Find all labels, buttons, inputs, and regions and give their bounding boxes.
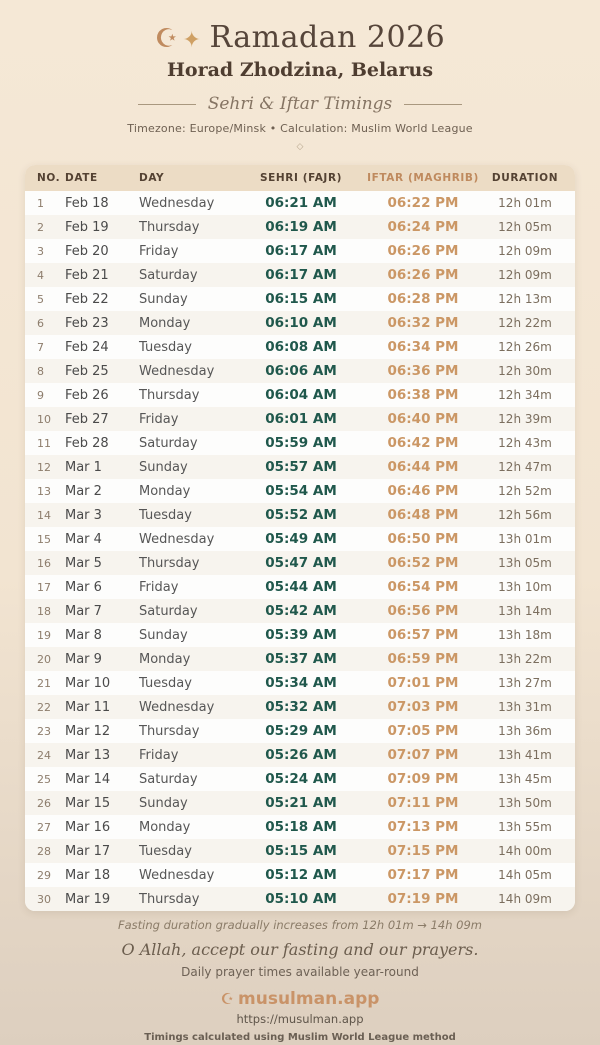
page-title bbox=[0, 20, 600, 59]
iftar-time-cell: 06:44 PM bbox=[387, 459, 459, 475]
date-cell: Feb 18 bbox=[65, 195, 109, 211]
date-cell: Mar 4 bbox=[65, 531, 102, 547]
availability-note: Daily prayer times available year-round bbox=[181, 965, 419, 979]
day-cell: Wednesday bbox=[139, 531, 215, 547]
sehri-time-cell: 06:17 AM bbox=[265, 267, 337, 283]
brand-crescent-icon: ☪ bbox=[220, 990, 235, 1008]
section-subtitle-row bbox=[0, 94, 600, 114]
row-number-cell: 21 bbox=[37, 676, 51, 690]
row-number-cell: 14 bbox=[37, 508, 51, 522]
iftar-time-cell: 06:24 PM bbox=[387, 219, 459, 235]
iftar-time-cell: 07:09 PM bbox=[387, 771, 459, 787]
row-number-cell: 22 bbox=[37, 700, 51, 714]
duration-cell: 13h 01m bbox=[498, 532, 552, 546]
sehri-time-cell: 05:26 AM bbox=[265, 747, 337, 763]
iftar-time-cell: 07:17 PM bbox=[387, 867, 459, 883]
day-cell: Sunday bbox=[139, 795, 188, 811]
table-row bbox=[25, 743, 575, 767]
table-row bbox=[25, 335, 575, 359]
table-row bbox=[25, 311, 575, 335]
date-cell: Feb 26 bbox=[65, 387, 109, 403]
duration-cell: 13h 14m bbox=[498, 604, 552, 618]
date-cell: Mar 7 bbox=[65, 603, 102, 619]
sehri-time-cell: 05:54 AM bbox=[265, 483, 337, 499]
duration-cell: 12h 39m bbox=[498, 412, 552, 426]
date-cell: Mar 10 bbox=[65, 675, 111, 691]
title-text: Ramadan 2026 bbox=[209, 20, 446, 55]
iftar-time-cell: 07:19 PM bbox=[387, 891, 459, 907]
row-number-cell: 29 bbox=[37, 868, 51, 882]
sehri-time-cell: 05:44 AM bbox=[265, 579, 337, 595]
sehri-time-cell: 05:39 AM bbox=[265, 627, 337, 643]
date-cell: Mar 18 bbox=[65, 867, 111, 883]
divider-line-right bbox=[404, 104, 462, 105]
day-cell: Sunday bbox=[139, 291, 188, 307]
iftar-time-cell: 07:07 PM bbox=[387, 747, 459, 763]
column-header-day: DAY bbox=[139, 172, 165, 184]
day-cell: Wednesday bbox=[139, 195, 215, 211]
duration-cell: 12h 05m bbox=[498, 220, 552, 234]
day-cell: Wednesday bbox=[139, 699, 215, 715]
table-row bbox=[25, 719, 575, 743]
sehri-time-cell: 05:49 AM bbox=[265, 531, 337, 547]
row-number-cell: 20 bbox=[37, 652, 51, 666]
iftar-time-cell: 06:59 PM bbox=[387, 651, 459, 667]
duration-cell: 12h 22m bbox=[498, 316, 552, 330]
date-cell: Feb 24 bbox=[65, 339, 109, 355]
page-header bbox=[0, 0, 600, 152]
sehri-time-cell: 05:15 AM bbox=[265, 843, 337, 859]
divider-line-left bbox=[138, 104, 196, 105]
timings-table bbox=[25, 165, 575, 911]
table-row bbox=[25, 479, 575, 503]
date-cell: Feb 22 bbox=[65, 291, 109, 307]
duration-cell: 12h 52m bbox=[498, 484, 552, 498]
row-number-cell: 3 bbox=[37, 244, 44, 258]
iftar-time-cell: 07:11 PM bbox=[387, 795, 459, 811]
table-row bbox=[25, 599, 575, 623]
iftar-time-cell: 06:42 PM bbox=[387, 435, 459, 451]
table-row bbox=[25, 431, 575, 455]
row-number-cell: 10 bbox=[37, 412, 51, 426]
row-number-cell: 8 bbox=[37, 364, 44, 378]
timezone-calculation-meta: Timezone: Europe/Minsk • Calculation: Muslim World League bbox=[127, 122, 473, 135]
sehri-time-cell: 05:59 AM bbox=[265, 435, 337, 451]
day-cell: Friday bbox=[139, 411, 179, 427]
table-row bbox=[25, 791, 575, 815]
day-cell: Saturday bbox=[139, 435, 198, 451]
duration-cell: 13h 50m bbox=[498, 796, 552, 810]
duration-cell: 13h 31m bbox=[498, 700, 552, 714]
row-number-cell: 25 bbox=[37, 772, 51, 786]
date-cell: Mar 13 bbox=[65, 747, 111, 763]
day-cell: Thursday bbox=[139, 891, 200, 907]
section-subtitle: Sehri & Iftar Timings bbox=[207, 94, 393, 114]
iftar-time-cell: 06:38 PM bbox=[387, 387, 459, 403]
iftar-time-cell: 06:48 PM bbox=[387, 507, 459, 523]
table-row bbox=[25, 383, 575, 407]
sehri-time-cell: 06:21 AM bbox=[265, 195, 337, 211]
sehri-time-cell: 06:04 AM bbox=[265, 387, 337, 403]
iftar-time-cell: 07:03 PM bbox=[387, 699, 459, 715]
day-cell: Monday bbox=[139, 483, 191, 499]
sehri-time-cell: 06:08 AM bbox=[265, 339, 337, 355]
sehri-time-cell: 06:01 AM bbox=[265, 411, 337, 427]
date-cell: Mar 16 bbox=[65, 819, 111, 835]
row-number-cell: 16 bbox=[37, 556, 51, 570]
day-cell: Saturday bbox=[139, 771, 198, 787]
duration-cell: 13h 05m bbox=[498, 556, 552, 570]
duration-cell: 12h 13m bbox=[498, 292, 552, 306]
column-header-duration: DURATION bbox=[491, 172, 559, 184]
table-header-row bbox=[25, 165, 575, 191]
iftar-time-cell: 06:57 PM bbox=[387, 627, 459, 643]
duration-cell: 12h 47m bbox=[498, 460, 552, 474]
day-cell: Saturday bbox=[139, 603, 198, 619]
duration-cell: 13h 41m bbox=[498, 748, 552, 762]
table-row bbox=[25, 407, 575, 431]
duration-cell: 12h 09m bbox=[498, 244, 552, 258]
iftar-time-cell: 06:22 PM bbox=[387, 195, 459, 211]
sehri-time-cell: 05:32 AM bbox=[265, 699, 337, 715]
duration-cell: 12h 26m bbox=[498, 340, 552, 354]
column-header-no: NO. bbox=[37, 172, 61, 184]
date-cell: Mar 8 bbox=[65, 627, 102, 643]
table-row bbox=[25, 863, 575, 887]
table-row bbox=[25, 527, 575, 551]
day-cell: Tuesday bbox=[139, 675, 192, 691]
sehri-time-cell: 05:18 AM bbox=[265, 819, 337, 835]
duration-trend-note: Fasting duration gradually increases from 12h 01m → 14h 09m bbox=[117, 918, 483, 932]
diamond-ornament-icon: ◇ bbox=[296, 142, 304, 152]
brand-line bbox=[0, 989, 600, 1009]
table-row bbox=[25, 887, 575, 911]
duration-cell: 13h 45m bbox=[498, 772, 552, 786]
column-header-sehri: SEHRI (FAJR) bbox=[259, 172, 343, 184]
day-cell: Thursday bbox=[139, 723, 200, 739]
day-cell: Saturday bbox=[139, 267, 198, 283]
day-cell: Monday bbox=[139, 651, 191, 667]
table-row bbox=[25, 191, 575, 215]
duration-cell: 12h 43m bbox=[498, 436, 552, 450]
row-number-cell: 18 bbox=[37, 604, 51, 618]
date-cell: Mar 2 bbox=[65, 483, 102, 499]
page-footer bbox=[0, 911, 600, 1043]
row-number-cell: 7 bbox=[37, 340, 44, 354]
sparkle-star-icon: ✦ bbox=[182, 28, 202, 53]
duration-cell: 14h 00m bbox=[498, 844, 552, 858]
duration-cell: 13h 22m bbox=[498, 652, 552, 666]
location-subtitle: Horad Zhodzina, Belarus bbox=[166, 59, 434, 81]
day-cell: Friday bbox=[139, 579, 179, 595]
table-row bbox=[25, 575, 575, 599]
day-cell: Monday bbox=[139, 819, 191, 835]
sehri-time-cell: 06:06 AM bbox=[265, 363, 337, 379]
duration-cell: 12h 30m bbox=[498, 364, 552, 378]
table-row bbox=[25, 839, 575, 863]
date-cell: Mar 12 bbox=[65, 723, 111, 739]
brand-name: musulman.app bbox=[238, 989, 380, 1009]
duration-cell: 12h 34m bbox=[498, 388, 552, 402]
iftar-time-cell: 06:32 PM bbox=[387, 315, 459, 331]
sehri-time-cell: 05:52 AM bbox=[265, 507, 337, 523]
row-number-cell: 17 bbox=[37, 580, 51, 594]
table-row bbox=[25, 455, 575, 479]
day-cell: Tuesday bbox=[139, 507, 192, 523]
date-cell: Mar 3 bbox=[65, 507, 102, 523]
day-cell: Friday bbox=[139, 747, 179, 763]
sehri-time-cell: 05:42 AM bbox=[265, 603, 337, 619]
date-cell: Mar 14 bbox=[65, 771, 111, 787]
sehri-time-cell: 06:15 AM bbox=[265, 291, 337, 307]
iftar-time-cell: 06:46 PM bbox=[387, 483, 459, 499]
day-cell: Friday bbox=[139, 243, 179, 259]
date-cell: Feb 20 bbox=[65, 243, 109, 259]
duration-cell: 13h 10m bbox=[498, 580, 552, 594]
row-number-cell: 23 bbox=[37, 724, 51, 738]
table-row bbox=[25, 767, 575, 791]
date-cell: Mar 9 bbox=[65, 651, 102, 667]
table-row bbox=[25, 263, 575, 287]
day-cell: Thursday bbox=[139, 219, 200, 235]
iftar-time-cell: 06:26 PM bbox=[387, 267, 459, 283]
day-cell: Monday bbox=[139, 315, 191, 331]
iftar-time-cell: 07:15 PM bbox=[387, 843, 459, 859]
row-number-cell: 12 bbox=[37, 460, 51, 474]
row-number-cell: 26 bbox=[37, 796, 51, 810]
iftar-time-cell: 06:56 PM bbox=[387, 603, 459, 619]
duration-cell: 13h 36m bbox=[498, 724, 552, 738]
row-number-cell: 1 bbox=[37, 196, 44, 210]
table-row bbox=[25, 671, 575, 695]
date-cell: Feb 21 bbox=[65, 267, 109, 283]
day-cell: Thursday bbox=[139, 555, 200, 571]
table-row bbox=[25, 215, 575, 239]
sehri-time-cell: 05:37 AM bbox=[265, 651, 337, 667]
iftar-time-cell: 06:54 PM bbox=[387, 579, 459, 595]
date-cell: Mar 15 bbox=[65, 795, 111, 811]
iftar-time-cell: 06:34 PM bbox=[387, 339, 459, 355]
date-cell: Feb 28 bbox=[65, 435, 109, 451]
iftar-time-cell: 06:50 PM bbox=[387, 531, 459, 547]
table-row bbox=[25, 287, 575, 311]
day-cell: Thursday bbox=[139, 387, 200, 403]
date-cell: Mar 5 bbox=[65, 555, 102, 571]
sehri-time-cell: 05:57 AM bbox=[265, 459, 337, 475]
day-cell: Wednesday bbox=[139, 363, 215, 379]
crescent-moon-icon: ☪ bbox=[154, 24, 179, 54]
iftar-time-cell: 07:01 PM bbox=[387, 675, 459, 691]
sehri-time-cell: 06:17 AM bbox=[265, 243, 337, 259]
row-number-cell: 11 bbox=[37, 436, 51, 450]
day-cell: Sunday bbox=[139, 459, 188, 475]
iftar-time-cell: 06:40 PM bbox=[387, 411, 459, 427]
duration-cell: 14h 09m bbox=[498, 892, 552, 906]
sehri-time-cell: 05:10 AM bbox=[265, 891, 337, 907]
row-number-cell: 15 bbox=[37, 532, 51, 546]
row-number-cell: 30 bbox=[37, 892, 51, 906]
duration-cell: 12h 09m bbox=[498, 268, 552, 282]
table-row bbox=[25, 623, 575, 647]
row-number-cell: 9 bbox=[37, 388, 44, 402]
table-row bbox=[25, 815, 575, 839]
row-number-cell: 6 bbox=[37, 316, 44, 330]
row-number-cell: 24 bbox=[37, 748, 51, 762]
date-cell: Mar 6 bbox=[65, 579, 102, 595]
iftar-time-cell: 07:05 PM bbox=[387, 723, 459, 739]
day-cell: Wednesday bbox=[139, 867, 215, 883]
duration-cell: 13h 55m bbox=[498, 820, 552, 834]
duration-cell: 14h 05m bbox=[498, 868, 552, 882]
date-cell: Feb 23 bbox=[65, 315, 109, 331]
row-number-cell: 4 bbox=[37, 268, 44, 282]
date-cell: Mar 1 bbox=[65, 459, 102, 475]
column-header-iftar: IFTAR (MAGHRIB) bbox=[367, 172, 479, 184]
iftar-time-cell: 06:28 PM bbox=[387, 291, 459, 307]
date-cell: Mar 17 bbox=[65, 843, 111, 859]
sehri-time-cell: 05:29 AM bbox=[265, 723, 337, 739]
date-cell: Feb 19 bbox=[65, 219, 109, 235]
date-cell: Mar 11 bbox=[65, 699, 111, 715]
iftar-time-cell: 06:26 PM bbox=[387, 243, 459, 259]
table-row bbox=[25, 359, 575, 383]
sehri-time-cell: 06:10 AM bbox=[265, 315, 337, 331]
table-body bbox=[25, 191, 575, 911]
date-cell: Mar 19 bbox=[65, 891, 111, 907]
sehri-time-cell: 05:34 AM bbox=[265, 675, 337, 691]
sehri-time-cell: 05:21 AM bbox=[265, 795, 337, 811]
iftar-time-cell: 06:52 PM bbox=[387, 555, 459, 571]
table-row bbox=[25, 695, 575, 719]
sehri-time-cell: 05:47 AM bbox=[265, 555, 337, 571]
iftar-time-cell: 06:36 PM bbox=[387, 363, 459, 379]
column-header-date: DATE bbox=[65, 172, 98, 184]
row-number-cell: 19 bbox=[37, 628, 51, 642]
dua-quote: O Allah, accept our fasting and our prayers. bbox=[121, 940, 479, 959]
date-cell: Feb 27 bbox=[65, 411, 109, 427]
duration-cell: 12h 56m bbox=[498, 508, 552, 522]
day-cell: Tuesday bbox=[139, 339, 192, 355]
row-number-cell: 5 bbox=[37, 292, 44, 306]
sehri-time-cell: 06:19 AM bbox=[265, 219, 337, 235]
table-row bbox=[25, 503, 575, 527]
date-cell: Feb 25 bbox=[65, 363, 109, 379]
duration-cell: 13h 18m bbox=[498, 628, 552, 642]
table-row bbox=[25, 239, 575, 263]
sehri-time-cell: 05:24 AM bbox=[265, 771, 337, 787]
day-cell: Sunday bbox=[139, 627, 188, 643]
sehri-time-cell: 05:12 AM bbox=[265, 867, 337, 883]
table-row bbox=[25, 647, 575, 671]
iftar-time-cell: 07:13 PM bbox=[387, 819, 459, 835]
calculation-method-note: Timings calculated using Muslim World League method bbox=[144, 1032, 456, 1043]
table-row bbox=[25, 551, 575, 575]
row-number-cell: 28 bbox=[37, 844, 51, 858]
row-number-cell: 27 bbox=[37, 820, 51, 834]
brand-url: https://musulman.app bbox=[236, 1012, 364, 1026]
row-number-cell: 2 bbox=[37, 220, 44, 234]
day-cell: Tuesday bbox=[139, 843, 192, 859]
duration-cell: 13h 27m bbox=[498, 676, 552, 690]
row-number-cell: 13 bbox=[37, 484, 51, 498]
duration-cell: 12h 01m bbox=[498, 196, 552, 210]
